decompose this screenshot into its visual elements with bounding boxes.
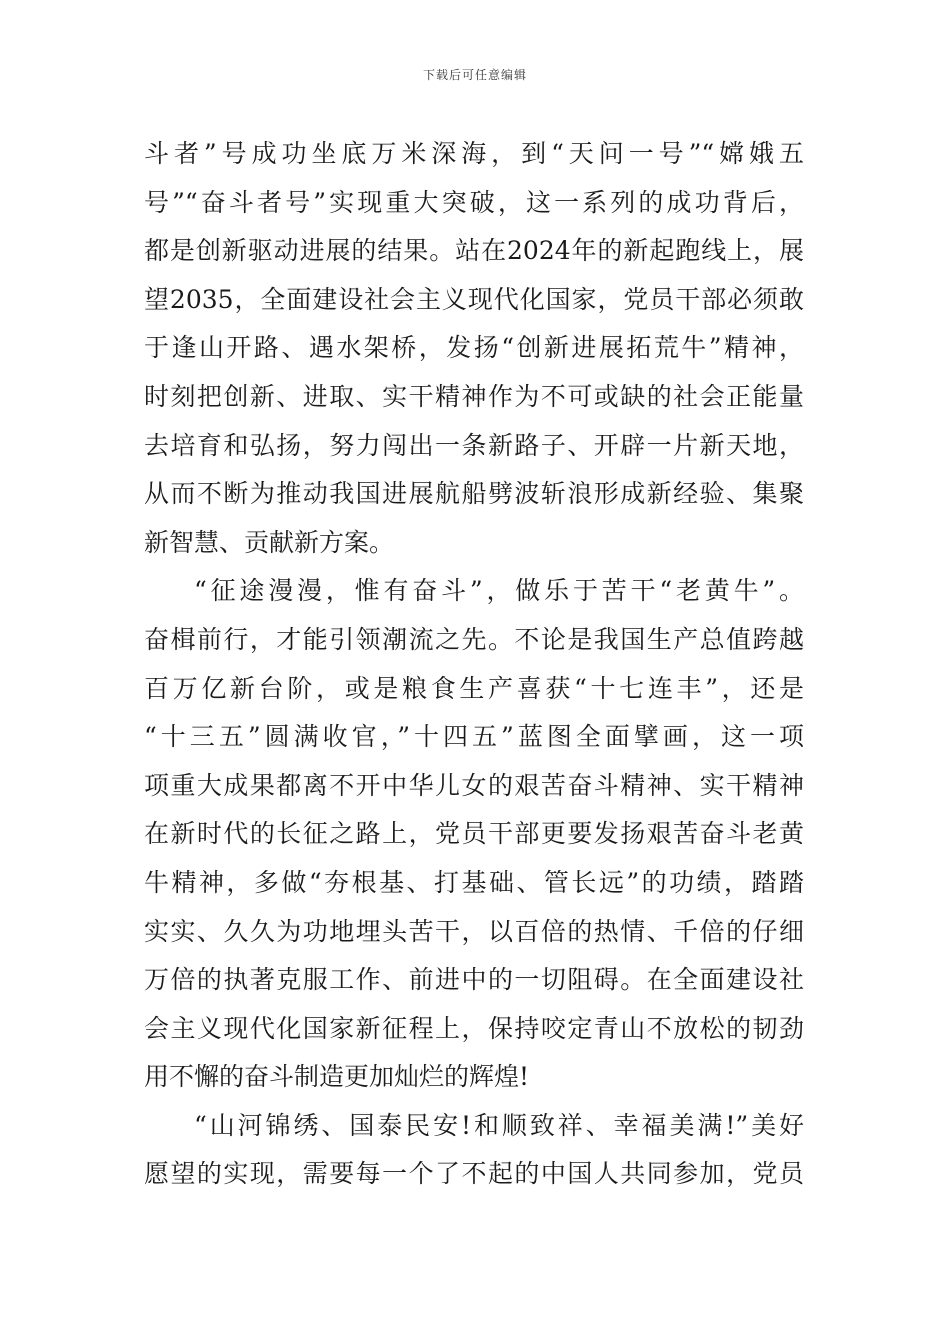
text-line: “征途漫漫，惟有奋斗”，做乐于苦干“老黄牛”。 [194,576,804,606]
text-line: 奋楫前行，才能引领潮流之先。不论是我国生产总值跨越 [144,624,804,654]
text-line: 项重大成果都离不开中华儿女的艰苦奋斗精神、实干精神 [144,770,804,800]
text-line: 去培育和弘扬，努力闯出一条新路子、开辟一片新天地， [144,430,804,460]
text-line: 时刻把创新、进取、实干精神作为不可或缺的社会正能量 [144,381,804,411]
text-line: 号”“奋斗者号”实现重大突破，这一系列的成功背后， [144,187,804,217]
text-line: 于逢山开路、遇水架桥，发扬“创新进展拓荒牛”精神， [144,333,804,363]
text-line: 用不懈的奋斗制造更加灿烂的辉煌! [144,1062,530,1092]
text-line: 实实、久久为功地埋头苦干，以百倍的热情、千倍的仔细 [144,916,804,946]
text-line: 新智慧、贡献新方案。 [144,527,395,557]
text-line: “山河锦绣、国泰民安!和顺致祥、幸福美满!”美好 [194,1110,804,1140]
text-line: 百万亿新台阶，或是粮食生产喜获“十七连丰”，还是 [144,673,804,703]
page-header: 下载后可任意编辑 [422,68,527,82]
text-line: 会主义现代化国家新征程上，保持咬定青山不放松的韧劲 [144,1013,804,1043]
text-line: 望2035，全面建设社会主义现代化国家，党员干部必须敢 [144,284,804,314]
text-line: 斗者”号成功坐底万米深海，到“天问一号”“嫦娥五 [144,139,804,168]
text-line: 都是创新驱动进展的结果。站在2024年的新起跑线上，展 [144,236,804,266]
text-line: 牛精神，多做“夯根基、打基础、管长远”的功绩，踏踏 [144,867,804,897]
text-line: 在新时代的长征之路上，党员干部更要发扬艰苦奋斗老黄 [144,819,804,849]
text-line: 从而不断为推动我国进展航船劈波斩浪形成新经验、集聚 [144,479,804,509]
text-line: “十三五”圆满收官，”十四五”蓝图全面擘画，这一项 [144,722,804,752]
text-line: 愿望的实现，需要每一个了不起的中国人共同参加，党员 [144,1159,804,1189]
text-line: 万倍的执著克服工作、前进中的一切阻碍。在全面建设社 [144,965,804,995]
body-text [144,130,804,1199]
